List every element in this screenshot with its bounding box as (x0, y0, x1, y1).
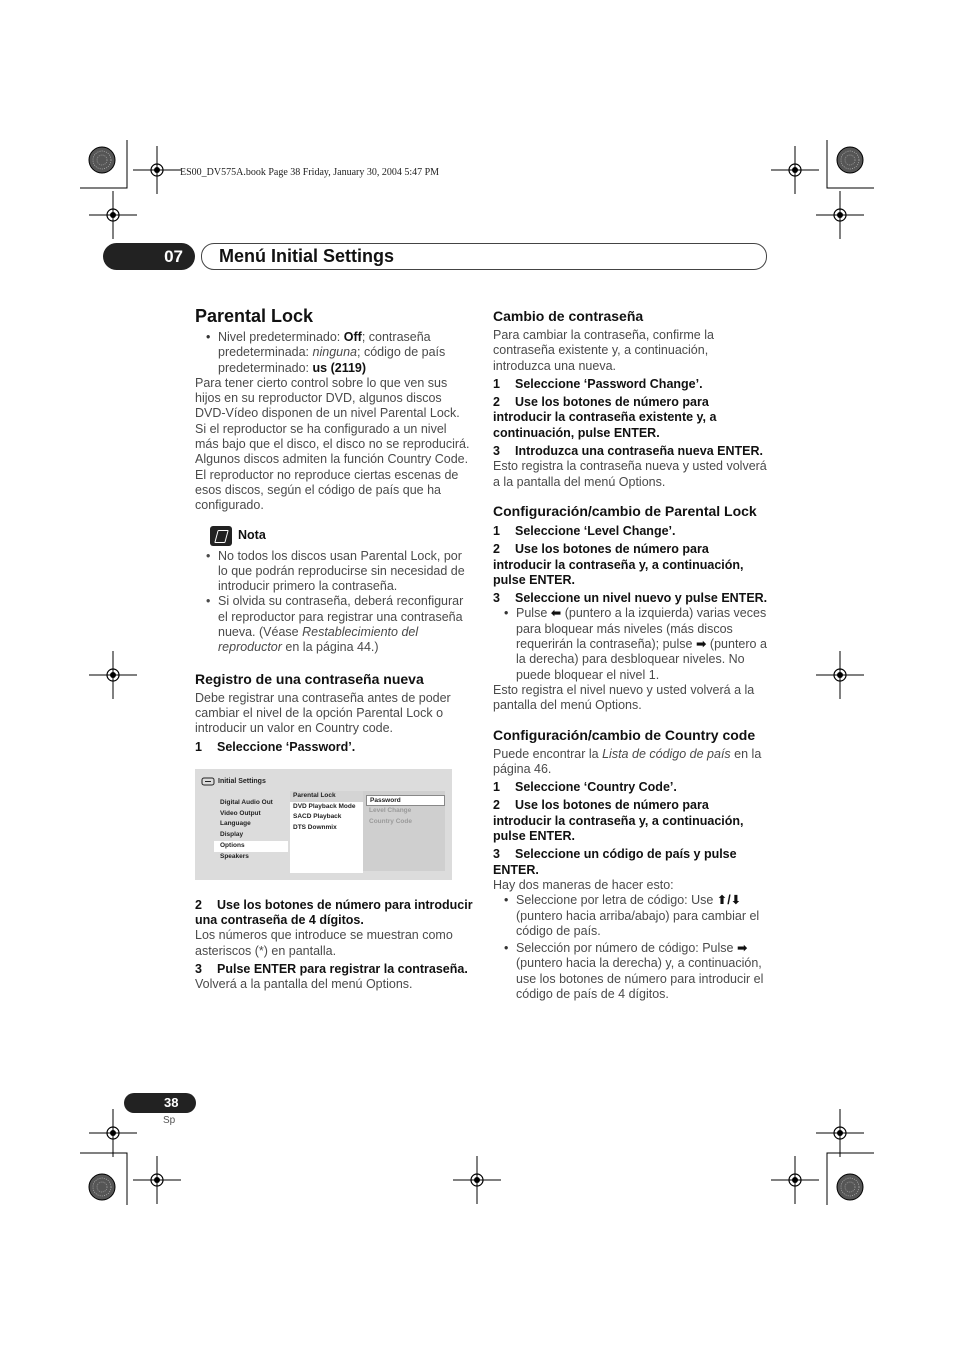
note-heading: Nota (210, 526, 473, 546)
country-code-bullet-2: • Selección por número de código: Pulse ➡ (puntero hacia la derecha) y, a continuación, use los botones de número para introducir el código de país de 4 dígitos. (493, 941, 768, 1002)
menu-item: Digital Audio Out (220, 798, 273, 806)
menu-item: Speakers (220, 852, 249, 860)
menu-item: DTS Downmix (293, 824, 337, 832)
menu-title: Initial Settings (201, 774, 266, 789)
right-column (493, 307, 768, 1002)
menu-mid-list (290, 791, 363, 873)
settings-icon (201, 777, 215, 786)
register-intro: Debe registrar una contraseña antes de poder cambiar el nivel de la opción Parental Lock o introducir un valor en Country code. (195, 690, 451, 736)
up-down-arrow-icon: ⬆/⬇ (716, 893, 742, 908)
note-pencil-icon (210, 526, 232, 546)
change-password-intro: Para cambiar la contraseña, confirme la contraseña existente y, a continuación, introduzca una nueva. (493, 328, 714, 373)
section-heading-country-code: Configuración/cambio de Country code (493, 726, 756, 743)
menu-item: Language (220, 820, 251, 828)
menu-item-selected: Password (366, 795, 445, 806)
parental-level-step-3: 3 Seleccione un nivel nuevo y pulse ENTER. (493, 591, 768, 606)
parental-level-bullet: • Pulse ⬅ (puntero a la izquierda) varias veces para bloquear más niveles (más discos requerirán la contraseña); pulse ➡ (puntero a la derecha) para desbloquear niveles. No puede bloquear el nivel 1. (493, 606, 768, 682)
right-arrow-icon: ➡ (695, 637, 707, 652)
note-item-2: • Si olvida su contraseña, deberá reconfigurar el reproductor para registrar una contraseña nueva. (Véase Restablecimiento del reproductor en la página 44.) (195, 594, 473, 655)
menu-item-selected: Parental Lock (290, 791, 363, 802)
register-step-2: 2 Use los botones de número para introducir una contraseña de 4 dígitos. (195, 897, 473, 928)
change-password-step-3: 3 Introduzca una contraseña nueva ENTER. (493, 444, 763, 459)
page-title: Parental Lock (195, 306, 314, 326)
parental-level-outro: Esto registra el nivel nuevo y usted volverá a la pantalla del menú Options. (493, 682, 755, 713)
chapter-number: 07 (103, 243, 195, 270)
parental-level-step-1: 1 Seleccione ‘Level Change’. (493, 523, 676, 538)
parental-level-step-2: 2 Use los botones de número para introducir la contraseña y, a continuación, pulse ENTER. (493, 542, 744, 587)
menu-item: Display (220, 831, 244, 839)
section-heading-register: Registro de una contraseña nueva (195, 670, 424, 687)
country-code-step-3-desc: Hay dos maneras de hacer esto: (493, 877, 674, 892)
change-password-step-3-desc: Esto registra la contraseña nueva y usted volverá a la pantalla del menú Options. (493, 459, 767, 489)
register-step-3-desc: Volverá a la pantalla del menú Options. (195, 977, 413, 992)
menu-item-selected: Options (214, 841, 288, 852)
menu-item: DVD Playback Mode (293, 802, 356, 810)
country-code-intro: Puede encontrar la Lista de código de país en la página 46. (493, 746, 762, 776)
file-meta: ES00_DV575A.book Page 38 Friday, January 30, 2004 5:47 PM (180, 167, 440, 178)
register-step-2-desc: Los números que introduce se muestran como asteriscos (*) en pantalla. (195, 928, 453, 958)
defaults-bullet: • Nivel predeterminado: Off; contraseña predeterminada: ninguna; código de país predeterminado: us (2119) (195, 330, 473, 376)
menu-item-disabled: Level Change (369, 806, 412, 814)
country-code-step-2: 2 Use los botones de número para introducir la contraseña y, a continuación, pulse ENTER. (493, 798, 744, 844)
page-number: 38 (124, 1093, 196, 1113)
chapter-title: Menú Initial Settings (219, 246, 395, 266)
intro-paragraph-1: Para tener cierto control sobre lo que ven sus hijos en su reproductor DVD, algunos discos DVD-Vídeo disponen de un nivel Parental Lock. Si el reproductor se ha configurado a un nivel más bajo que el disco, el disco no se reproducirá. (195, 375, 470, 452)
right-arrow-icon: ➡ (736, 941, 748, 956)
register-step-3: 3 Pulse ENTER para registrar la contraseña. (195, 962, 468, 977)
menu-left-list (217, 798, 288, 863)
change-password-step-2: 2 Use los botones de número para introducir la contraseña existente y, a continuación, pulse ENTER. (493, 395, 717, 440)
register-step-1: 1 Seleccione ‘Password’. (195, 739, 356, 754)
menu-item: SACD Playback (293, 813, 342, 821)
left-column (195, 306, 473, 993)
note-item-1: • No todos los discos usan Parental Lock, por lo que podrán reproducirse sin necesidad de introducir primero la contraseña. (195, 549, 473, 595)
chapter-header (103, 243, 767, 270)
left-arrow-icon: ⬅ (550, 606, 562, 621)
initial-settings-menu-screenshot (195, 769, 452, 880)
country-code-bullet-1: • Seleccione por letra de código: Use ⬆/⬇ (puntero hacia arriba/abajo) para cambiar el código de país. (493, 893, 768, 939)
country-code-step-1: 1 Seleccione ‘Country Code’. (493, 780, 677, 795)
language-code: Sp (163, 1115, 176, 1126)
intro-paragraph-2: Algunos discos admiten la función Country Code. El reproductor no reproduce ciertas escenas de esos discos, según el código de país que ha configurado. (195, 452, 469, 513)
change-password-step-1: 1 Seleccione ‘Password Change’. (493, 376, 703, 391)
menu-right-list (363, 791, 445, 871)
country-code-step-3: 3 Seleccione un código de país y pulse ENTER. (493, 847, 737, 877)
menu-item-disabled: Country Code (369, 817, 412, 825)
section-heading-change-password: Cambio de contraseña (493, 308, 644, 324)
menu-item: Video Output (220, 809, 261, 817)
section-heading-parental-level: Configuración/cambio de Parental Lock (493, 502, 757, 519)
